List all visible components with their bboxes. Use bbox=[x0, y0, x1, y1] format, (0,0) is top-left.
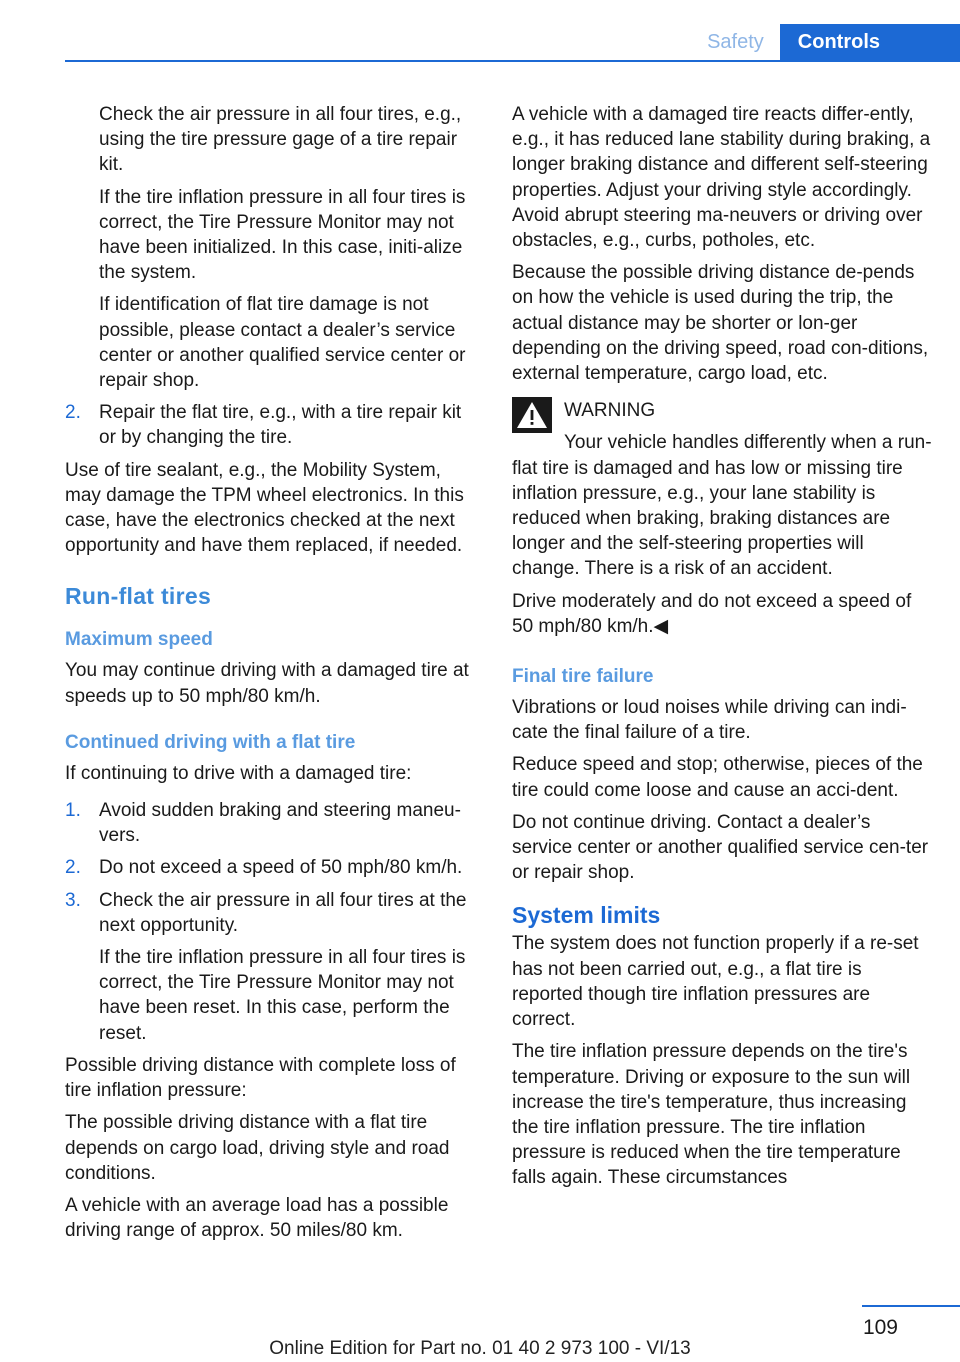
paragraph: If continuing to drive with a damaged tire: bbox=[65, 762, 412, 784]
paragraph: Check the air pressure in all four tires, e.g., using the tire pressure gage of a tire repair kit. bbox=[99, 104, 462, 176]
paragraph: A vehicle with a damaged tire reacts differ‐ently, e.g., it has reduced lane stability during braking, a longer braking distance and different self-steering properties. Adjust your driving style accordingly. Avoid abrupt steering ma‐neuvers or driving over obstacles, e.g., curbs, potholes, etc. bbox=[512, 104, 931, 252]
list-text: Repair the flat tire, e.g., with a tire repair kit or by changing the tire. bbox=[99, 402, 462, 449]
left-column bbox=[65, 102, 480, 1250]
list-item bbox=[65, 798, 480, 848]
warning-box bbox=[512, 398, 932, 639]
warning-title: WARNING bbox=[564, 400, 656, 422]
list-item bbox=[65, 400, 480, 450]
paragraph: Possible driving distance with complete loss of tire inflation pressure: bbox=[65, 1054, 456, 1102]
list-number: 1. bbox=[65, 800, 81, 822]
paragraph: If identification of flat tire damage is not possible, please contact a dealer’s service center or another qualified service center or repair shop. bbox=[99, 294, 466, 392]
warning-body bbox=[512, 430, 932, 639]
paragraph: Reduce speed and stop; otherwise, pieces of the tire could come loose and cause an acci‐dent. bbox=[512, 754, 923, 801]
list-number: 2. bbox=[65, 857, 81, 879]
paragraph: Vibrations or loud noises while driving can indi‐cate the final failure of a tire. bbox=[512, 697, 907, 744]
heading-final-tire-failure: Final tire failure bbox=[512, 666, 654, 688]
list-text: Check the air pressure in all four tires at the next opportunity. bbox=[99, 889, 467, 936]
right-column bbox=[512, 102, 932, 1198]
page-header bbox=[707, 24, 960, 61]
header-rule bbox=[65, 60, 960, 62]
heading-run-flat-tires: Run-flat tires bbox=[65, 583, 212, 610]
list-number: 3. bbox=[65, 889, 81, 911]
list-item bbox=[65, 855, 480, 880]
list-number: 2. bbox=[65, 402, 81, 424]
heading-continued-driving: Continued driving with a flat tire bbox=[65, 731, 356, 753]
paragraph: Your vehicle handles differently when a run-flat tire is damaged and has low or missing tire inflation pressure, e.g., your lane stability is reduced when braking, braking distances are longer and the self-steering properties will change. There is a risk of an accident. bbox=[512, 432, 932, 580]
paragraph: If the tire inflation pressure in all four tires is correct, the Tire Pressure Monitor may not have been reset. In this case, perform the reset. bbox=[99, 947, 466, 1044]
paragraph: The tire inflation pressure depends on the tire's temperature. Driving or exposure to the sun will increase the tire's temperature, thus increasing the tire inflation pressure. The tire inflation pressure is reduced when the tire temperature falls again. These circumstances bbox=[512, 1041, 911, 1189]
paragraph: The possible driving distance with a flat tire depends on cargo load, driving style and road conditions. bbox=[65, 1112, 450, 1184]
paragraph: Because the possible driving distance de‐pends on how the vehicle is used during the trip, the actual distance may be shorter or lon‐ger depending on the driving speed, road con‐ditions, external temperature, cargo load, etc. bbox=[512, 262, 929, 385]
paragraph: You may continue driving with a damaged tire at speeds up to 50 mph/80 km/h. bbox=[65, 660, 469, 707]
header-chapter: Controls bbox=[780, 24, 960, 61]
warning-triangle-icon bbox=[512, 397, 552, 433]
paragraph: Drive moderately and do not exceed a speed of 50 mph/80 km/h.◀ bbox=[512, 590, 912, 637]
paragraph: If the tire inflation pressure in all four tires is correct, the Tire Pressure Monitor may not have been initialized. In this case, initi‐alize the system. bbox=[99, 186, 466, 284]
paragraph: Use of tire sealant, e.g., the Mobility System, may damage the TPM wheel electronics. In this case, have the electronics checked at the next opportunity and have them replaced, if needed. bbox=[65, 459, 464, 557]
header-section: Safety bbox=[707, 31, 764, 53]
paragraph: The system does not function properly if a re‐set has not been carried out, e.g., a flat tire is reported though tire inflation pressures are correct. bbox=[512, 933, 919, 1031]
list-item bbox=[65, 888, 480, 938]
paragraph: A vehicle with an average load has a possible driving range of approx. 50 miles/80 km. bbox=[65, 1194, 449, 1242]
list-text: Do not exceed a speed of 50 mph/80 km/h. bbox=[99, 857, 463, 879]
heading-maximum-speed: Maximum speed bbox=[65, 629, 213, 651]
heading-system-limits: System limits bbox=[512, 902, 661, 929]
footer-edition: Online Edition for Part no. 01 40 2 973 100 - VI/13 bbox=[269, 1338, 691, 1359]
page-number: 109 bbox=[862, 1316, 898, 1339]
list-text: Avoid sudden braking and steering maneu‐vers. bbox=[99, 800, 461, 847]
footer-rule bbox=[862, 1305, 960, 1307]
paragraph: Do not continue driving. Contact a dealer’s service center or another qualified service cen‐ter or repair shop. bbox=[512, 811, 929, 884]
